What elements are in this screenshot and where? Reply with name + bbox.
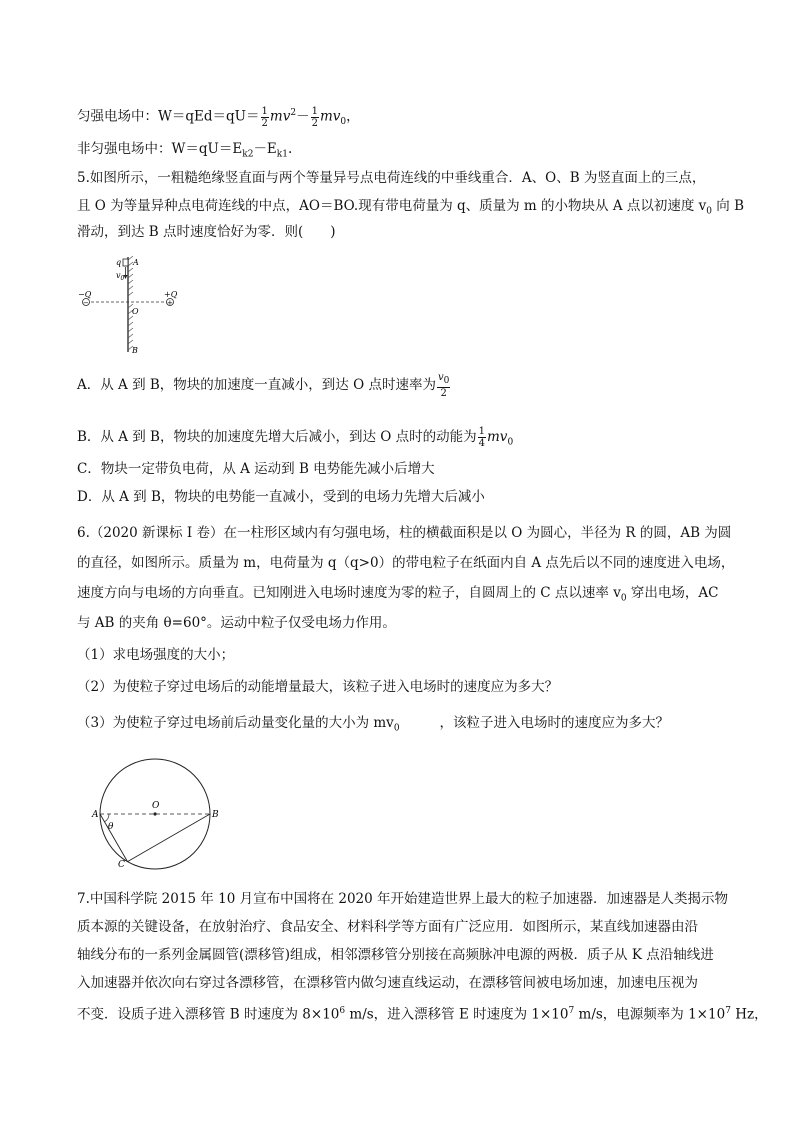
q5-option-d: D．从 A 到 B，物块的电势能一直减小，受到的电场力先增大后减小 [77,489,485,505]
label-theta: θ [108,822,114,832]
label-C: C [118,860,125,870]
negative-sign: − [83,299,89,307]
angle-arc [105,814,110,822]
q7-stem-line3: 轴线分布的一系列金属圆管(漂移管)组成，相邻漂移管分别接在高频脉冲电源的两极．质子从 K 点沿轴线进 [77,947,714,963]
center-point [153,812,156,815]
q5-stem-line3: 滑动，到达 B 点时速度恰好为零．则( ) [77,224,336,240]
wall-hatching [128,256,133,350]
q6-stem-line3: 速度方向与电场的方向垂直。已知刚进入电场时速度为零的粒子，自圆周上的 C 点以速率 $v_0$ 穿出电场，AC [77,585,719,604]
chord-AC [100,814,128,862]
q6-stem-line1: 6.（2020 新课标 I 卷）在一柱形区域内有匀强电场，柱的横截面积是以 O 为圆心，半径为 R 的圆，AB 为圆 [77,525,732,541]
q6-subquestion-2: （2）为使粒子穿过电场后的动能增量最大，该粒子进入电场时的速度应为多大？ [77,679,559,695]
q5-option-a: A．从 A 到 B，物块的加速度一直减小，到达 O 点时速率为 $\frac{v_0}{2}$ [77,372,450,399]
q5-figure [70,252,190,362]
label-O: O [152,801,160,811]
chord-CB [128,814,211,862]
label-O: O [132,307,139,316]
formula-nonuniform-field: 非匀强电场中：$W=qU=E_{k2}-E_{k1}$. [77,141,293,160]
q7-stem-line2: 质本源的关键设备，在放射治疗、食品安全、材料科学等方面有广泛应用．如图所示，某直线加速器由沿 [77,919,698,935]
q5-option-b: B．从 A 到 B，物块的加速度先增大后减小，到达 O 点时的动能为 $\frac{1}{4}$ $mv_0$ [77,426,514,449]
label-v0: $v_0$ [116,271,125,282]
small-block [123,259,128,266]
q7-stem-line5: 不变．设质子进入漂移管 B 时速度为 $8\times 10^6$ m/s，进入漂移管 E 时速度为 $1\times 10^7$ m/s，电源频率为 $1\times 10^7$ Hz， [77,1006,768,1023]
label-B: B [132,346,138,355]
label-q: q [116,258,122,267]
formula-uniform-field: 匀强电场中：W＝qEd＝qU＝ $\frac{1}{2}$ $mv^2-$ $\frac{1}{2}$ $mv_0$， [77,105,360,129]
q6-subquestion-3: （3）为使粒子穿过电场前后动量变化量的大小为 $mv_0$ ，该粒子进入电场时的速度应为多大？ [77,715,670,734]
label-B: B [212,810,219,820]
label-negQ: −Q [78,290,92,299]
q7-stem-line1: 7.中国科学院 2015 年 10 月宣布中国将在 2020 年开始建造世界上最大的粒子加速器．加速器是人类揭示物 [77,891,729,907]
label-posQ: +Q [164,290,178,299]
q6-stem-line4: 与 AB 的夹角 θ=60°。运动中粒子仅受电场力作用。 [77,615,396,631]
label-A: A [92,810,99,820]
q6-stem-line2: 的直径，如图所示。质量为 m，电荷量为 q（q>0）的带电粒子在纸面内自 A 点先后以不同的速度进入电场， [77,555,735,571]
q7-stem-line4: 入加速器并依次向右穿过各漂移管，在漂移管内做匀速直线运动，在漂移管间被电场加速，加速电压视为 [77,975,698,991]
q6-subquestion-1: （1）求电场强度的大小； [77,647,235,663]
q5-stem-line1: 5.如图所示，一粗糙绝缘竖直面与两个等量异号点电荷连线的中垂线重合．A、O、B 为竖直面上的三点， [77,170,706,186]
fraction-half: $\frac{1}{2}$ [311,105,318,129]
fraction-half: $\frac{1}{2}$ [261,105,268,129]
q6-circle-figure [88,757,228,870]
q5-option-c: C．物块一定带负电荷，从 A 运动到 B 电势能先减小后增大 [77,461,435,477]
q5-stem-line2: 且 O 为等量异种点电荷连线的中点，AO＝BO.现有带电荷量为 q、质量为 m 的小物块从 A 点以初速度 $v_0$ 向 B [77,198,745,217]
label-A: A [133,258,139,267]
positive-sign: + [167,299,173,307]
